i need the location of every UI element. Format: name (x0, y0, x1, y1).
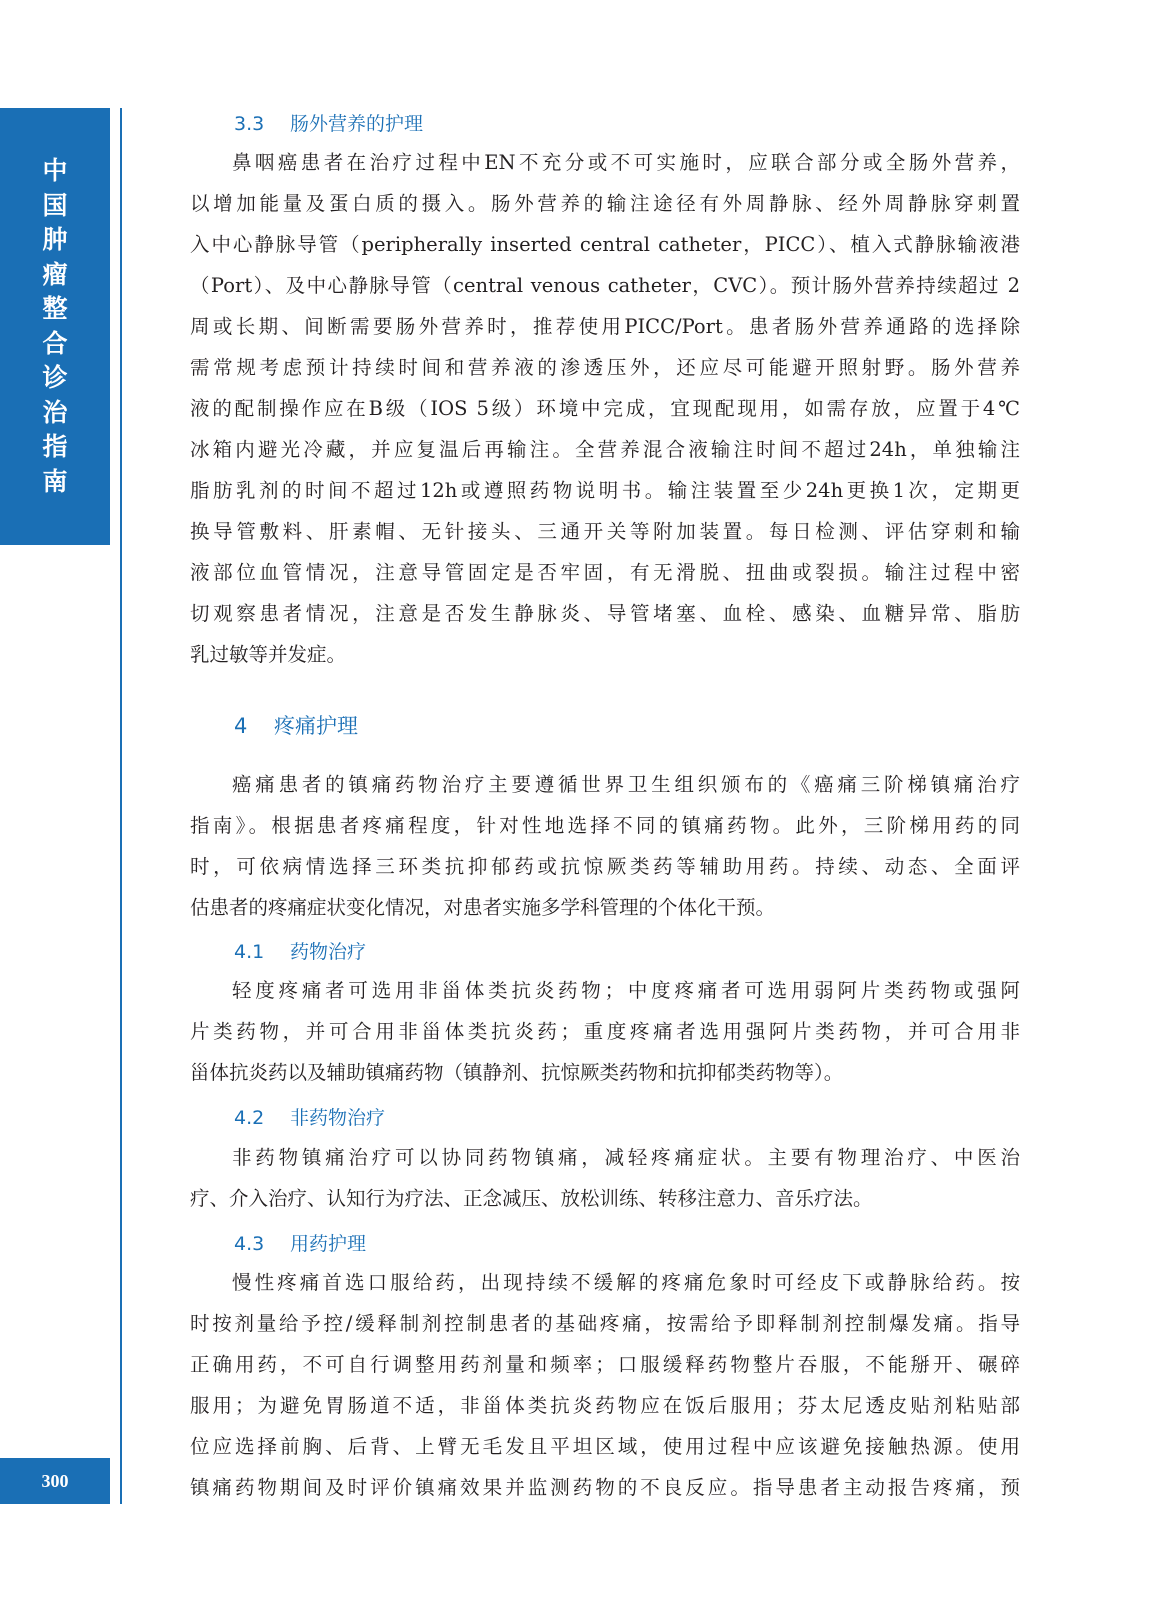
text-line: 入中心静脉导管（peripherally inserted central catheter，PICC）、植入式静脉输液港 (190, 233, 1020, 256)
section-heading-4 (234, 710, 358, 740)
section-heading-4-2 (234, 1103, 385, 1130)
book-title-char: 肿 (42, 225, 68, 254)
text-line: 切观察患者情况，注意是否发生静脉炎、导管堵塞、血栓、感染、血糖异常、脂肪 (190, 602, 1020, 625)
paragraph-non-drug-therapy (190, 1137, 1020, 1219)
text-line: 液部位血管情况，注意导管固定是否牢固，有无滑脱、扭曲或裂损。输注过程中密 (190, 561, 1020, 584)
section-number: 3.3 (234, 113, 265, 135)
text-line: 非药物镇痛治疗可以协同药物镇痛，减轻疼痛症状。主要有物理治疗、中医治 (232, 1146, 1020, 1169)
paragraph-pain-care (190, 764, 1020, 928)
text-line: 疗、介入治疗、认知行为疗法、正念减压、放松训练、转移注意力、音乐疗法。 (190, 1187, 873, 1210)
text-line: 位应选择前胸、后背、上臂无毛发且平坦区域，使用过程中应该避免接触热源。使用 (190, 1435, 1020, 1458)
section-title: 用药护理 (290, 1233, 367, 1255)
section-title: 药物治疗 (290, 941, 367, 963)
book-title-char: 整 (42, 294, 68, 323)
section-number: 4.3 (234, 1233, 265, 1255)
text-line: 指南》。根据患者疼痛程度，针对性地选择不同的镇痛药物。此外，三阶梯用药的同 (190, 814, 1020, 837)
text-line: 正确用药，不可自行调整用药剂量和频率；口服缓释药物整片吞服，不能掰开、碾碎 (190, 1353, 1020, 1376)
book-title-char: 治 (42, 397, 68, 427)
text-line: 脂肪乳剂的时间不超过12h或遵照药物说明书。输注装置至少24h更换1次，定期更 (190, 479, 1020, 502)
text-line: 估患者的疼痛症状变化情况，对患者实施多学科管理的个体化干预。 (190, 896, 776, 919)
section-title: 肠外营养的护理 (290, 113, 424, 135)
page-number-box (0, 1458, 110, 1504)
book-title-char: 瘤 (42, 259, 68, 289)
text-line: 周或长期、间断需要肠外营养时，推荐使用PICC/Port。患者肠外营养通路的选择除 (190, 315, 1020, 338)
book-title-tab (0, 108, 110, 545)
text-line: 甾体抗炎药以及辅助镇痛药物（镇静剂、抗惊厥类药物和抗抑郁类药物等）。 (190, 1061, 844, 1084)
paragraph-drug-therapy (190, 970, 1020, 1093)
paragraph-medication-care (190, 1262, 1020, 1508)
paragraph-parenteral-nutrition (190, 142, 1020, 675)
text-line: 时，可依病情选择三环类抗抑郁药或抗惊厥类药等辅助用药。持续、动态、全面评 (190, 855, 1020, 878)
text-line: 镇痛药物期间及时评价镇痛效果并监测药物的不良反应。指导患者主动报告疼痛，预 (190, 1476, 1020, 1499)
book-title-char: 指 (42, 432, 68, 461)
text-line: 时按剂量给予控/缓释制剂控制患者的基础疼痛，按需给予即释制剂控制爆发痛。指导 (190, 1312, 1020, 1335)
text-line: 换导管敷料、肝素帽、无针接头、三通开关等附加装置。每日检测、评估穿刺和输 (190, 520, 1020, 543)
section-title: 非药物治疗 (290, 1107, 386, 1129)
text-line: 冰箱内避光冷藏，并应复温后再输注。全营养混合液输注时间不超过24h，单独输注 (190, 438, 1020, 461)
book-title-char: 国 (42, 190, 68, 220)
book-title-char: 诊 (42, 363, 68, 392)
text-line: （Port）、及中心静脉导管（central venous catheter，CVC）。预计肠外营养持续超过 2 (190, 274, 1020, 297)
section-title: 疼痛护理 (274, 714, 358, 738)
text-line: 轻度疼痛者可选用非甾体类抗炎药物；中度疼痛者可选用弱阿片类药物或强阿 (232, 979, 1020, 1002)
text-line: 需常规考虑预计持续时间和营养液的渗透压外，还应尽可能避开照射野。肠外营养 (190, 356, 1020, 379)
page-number: 300 (41, 1470, 69, 1491)
text-line: 服用；为避免胃肠道不适，非甾体类抗炎药物应在饭后服用；芬太尼透皮贴剂粘贴部 (190, 1394, 1020, 1417)
margin-rule (120, 108, 122, 1504)
section-heading-4-3 (234, 1229, 366, 1256)
book-title-char: 南 (42, 466, 68, 496)
text-line: 鼻咽癌患者在治疗过程中EN不充分或不可实施时，应联合部分或全肠外营养， (232, 151, 1020, 174)
book-title-char: 合 (42, 328, 68, 358)
section-number: 4.2 (234, 1107, 265, 1129)
section-heading-3-3 (234, 109, 423, 136)
text-line: 癌痛患者的镇痛药物治疗主要遵循世界卫生组织颁布的《癌痛三阶梯镇痛治疗 (232, 773, 1020, 796)
text-line: 片类药物，并可合用非甾体类抗炎药；重度疼痛者选用强阿片类药物，并可合用非 (190, 1020, 1020, 1043)
text-line: 以增加能量及蛋白质的摄入。肠外营养的输注途径有外周静脉、经外周静脉穿刺置 (190, 192, 1020, 215)
section-heading-4-1 (234, 937, 366, 964)
section-number: 4.1 (234, 941, 265, 963)
text-line: 液的配制操作应在B级（IOS 5级）环境中完成，宜现配现用，如需存放，应置于4℃ (190, 397, 1020, 420)
book-title-char: 中 (42, 156, 68, 185)
text-line: 慢性疼痛首选口服给药，出现持续不缓解的疼痛危象时可经皮下或静脉给药。按 (232, 1271, 1020, 1294)
section-number: 4 (234, 714, 248, 738)
text-line: 乳过敏等并发症。 (190, 643, 347, 666)
